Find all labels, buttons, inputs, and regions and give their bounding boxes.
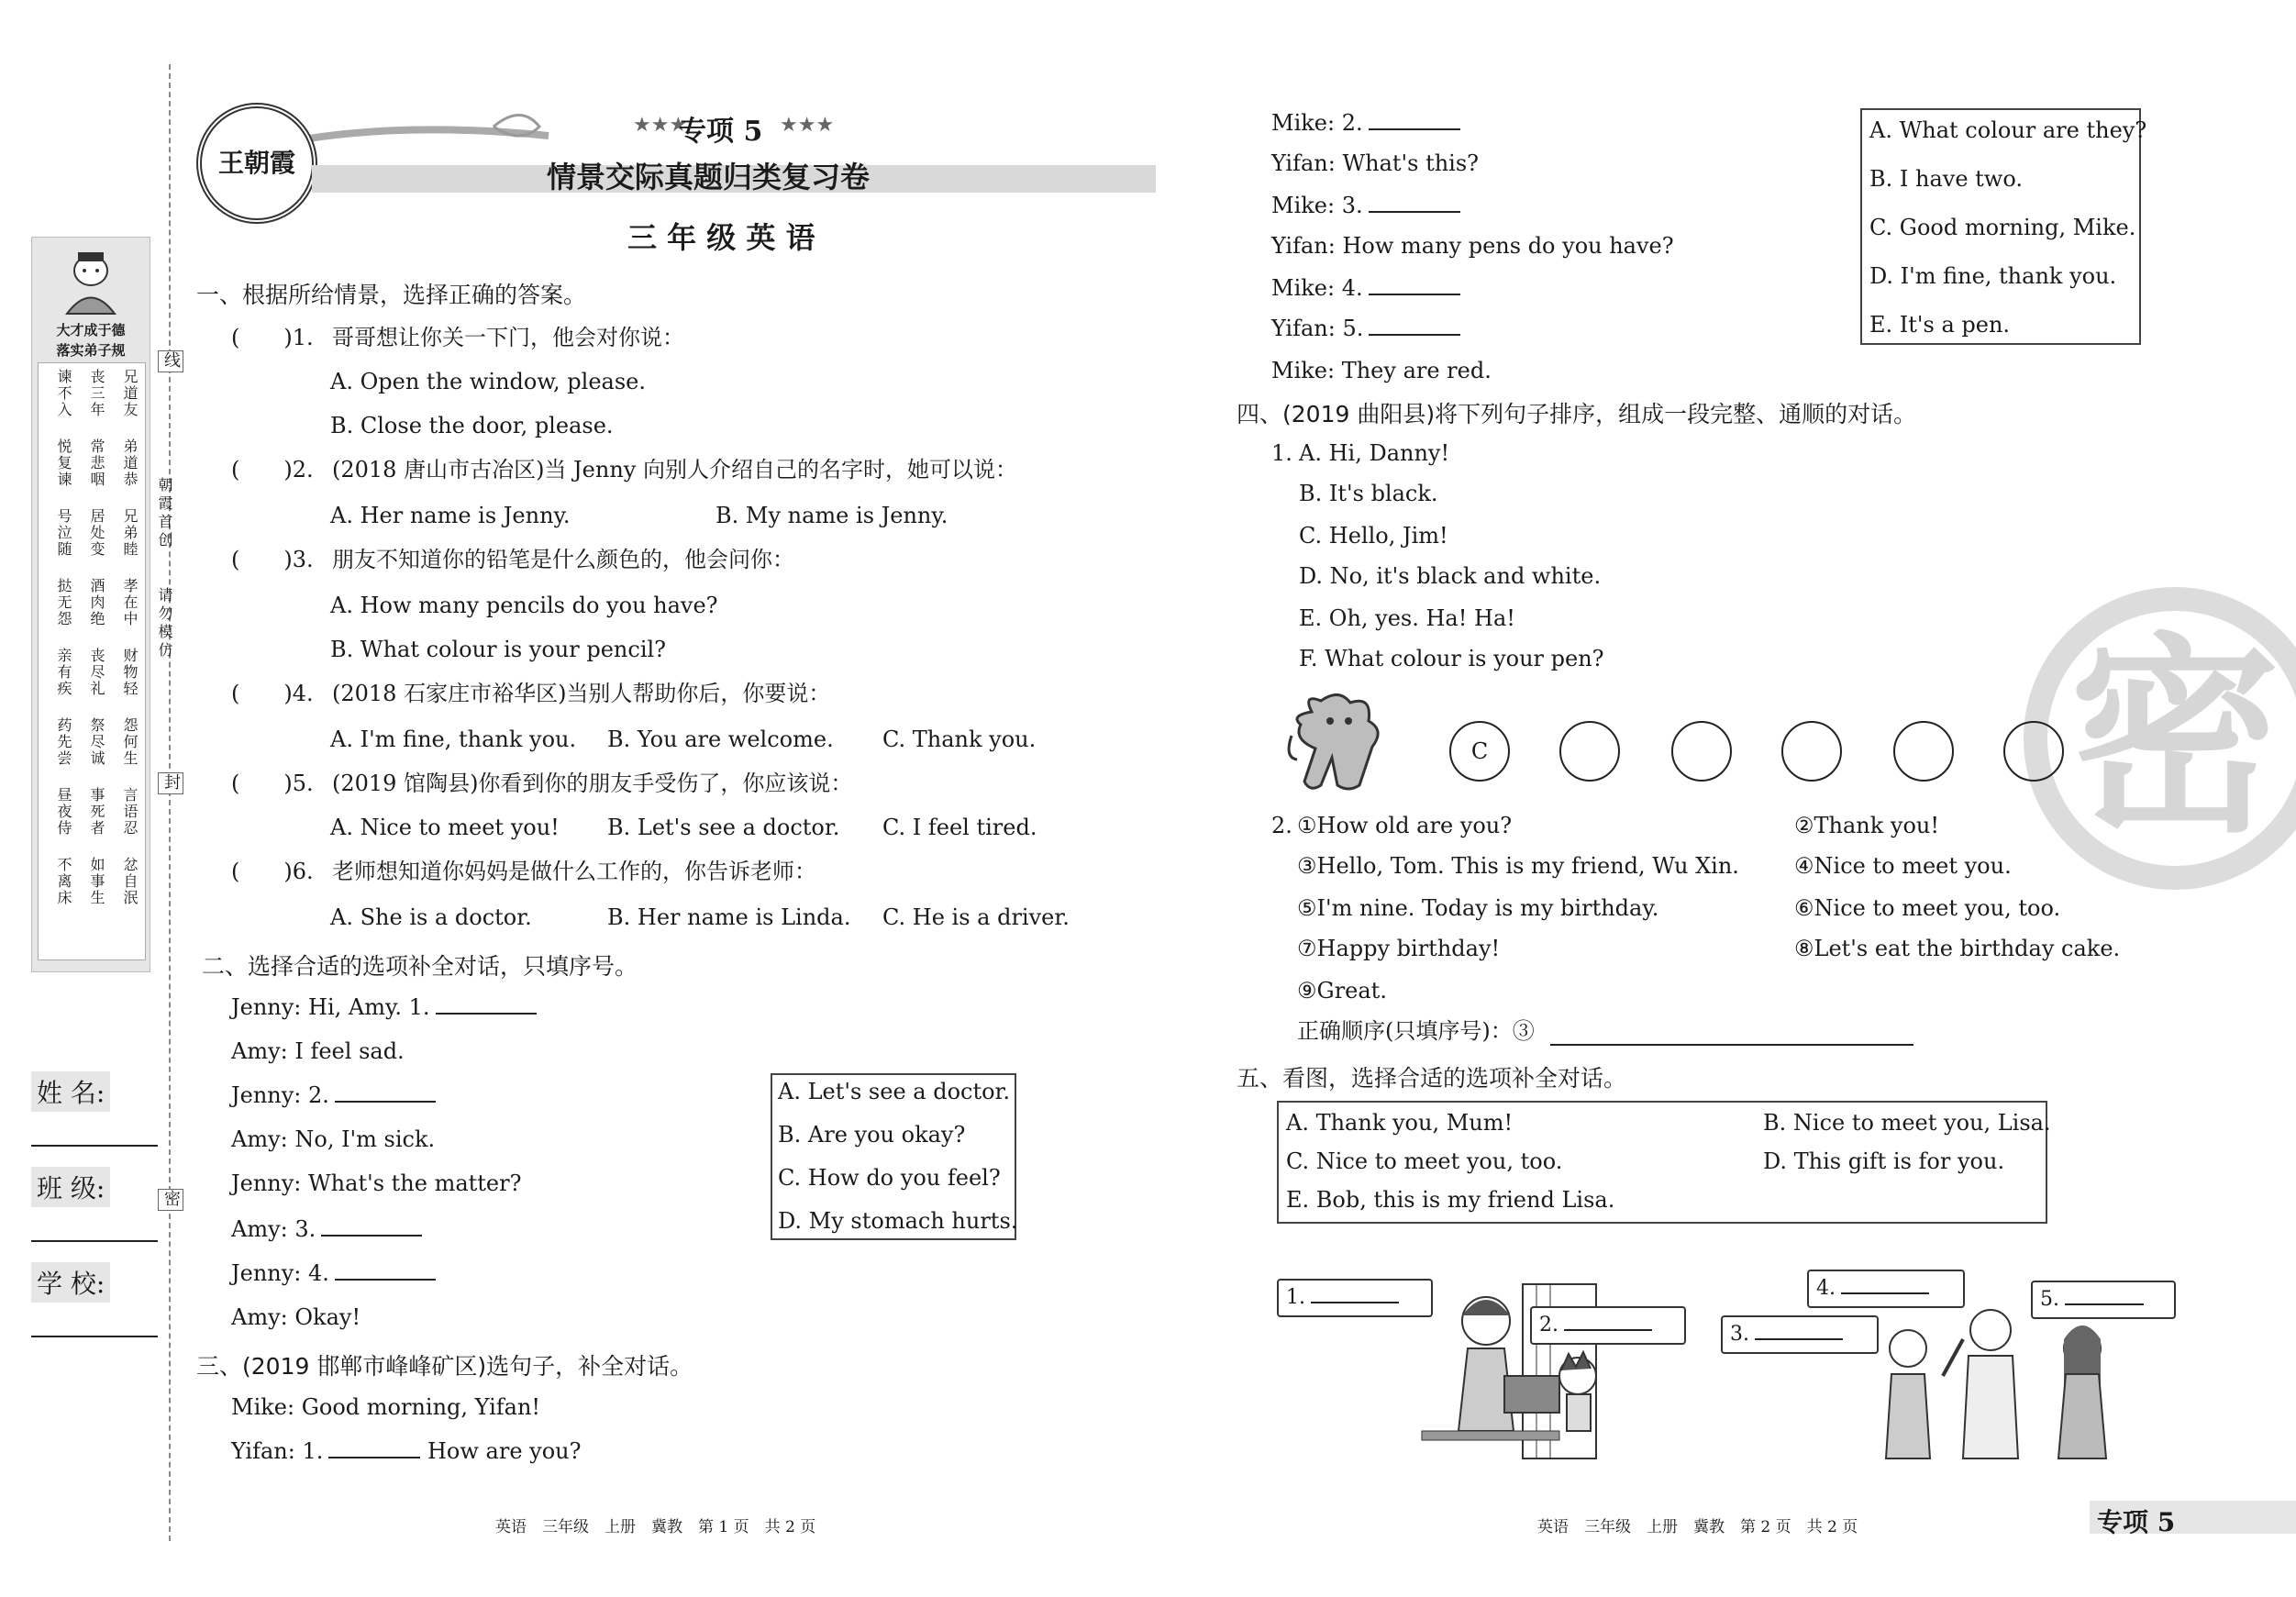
verse: 号泣随	[55, 508, 72, 558]
q1-option-a: A. Open the window, please.	[330, 369, 646, 394]
s2-options-box	[771, 1073, 1016, 1240]
s4-sentence: ⑥Nice to meet you, too.	[1794, 895, 2061, 921]
s4-sentence: ③Hello, Tom. This is my friend, Wu Xin.	[1297, 853, 1739, 879]
side-label-seal: 封	[158, 772, 183, 794]
answer-blank[interactable]	[328, 1438, 420, 1458]
s2-line-text: Jenny: 4.	[231, 1260, 329, 1286]
q1-num[interactable]: ( )1.	[231, 325, 314, 350]
s2-option: D. My stomach hurts.	[778, 1208, 1018, 1234]
footer-tag: 专项 5	[2097, 1507, 2176, 1537]
verse: 常悲咽	[88, 438, 105, 488]
s2-line: Amy: I feel sad.	[231, 1038, 405, 1064]
s4-sentence: F. What colour is your pen?	[1299, 646, 1604, 671]
verse: 居处变	[88, 508, 105, 558]
verse: 如事生	[88, 857, 105, 906]
q3-prompt: 朋友不知道你的铅笔是什么颜色的，他会问你：	[332, 547, 794, 572]
s5-option: B. Nice to meet you, Lisa.	[1763, 1110, 2051, 1136]
q2-prompt: (2018 唐山市古冶区)当 Jenny 向别人介绍自己的名字时，她可以说：	[332, 457, 1017, 482]
s3-line-text: Yifan: 5.	[1271, 316, 1364, 341]
speech-bubble-4	[1807, 1270, 1965, 1308]
q5-option-a: A. Nice to meet you!	[330, 815, 560, 840]
bubble-number: 1.	[1286, 1286, 1305, 1309]
s4-part1-num: 1.	[1271, 440, 1292, 466]
s4-part2-num: 2.	[1271, 813, 1292, 838]
sidebar-panel	[31, 237, 150, 972]
mascot-icon	[1284, 693, 1398, 796]
q5-prompt: (2019 馆陶县)你看到你的朋友手受伤了，你应该说：	[332, 771, 853, 796]
s4-sentence: ⑨Great.	[1297, 978, 1387, 1004]
s3-line-text: Mike: 2.	[1271, 110, 1363, 136]
footer-right: 英语 三年级 上册 冀教 第 2 页 共 2 页	[1537, 1518, 1858, 1536]
s5-options-box	[1277, 1101, 2051, 1224]
order-circle[interactable]: C	[1449, 721, 1510, 782]
q6-prompt: 老师想知道你妈妈是做什么工作的，你告诉老师：	[332, 859, 816, 884]
s5-option: A. Thank you, Mum!	[1286, 1110, 1514, 1136]
s5-option: D. This gift is for you.	[1763, 1148, 2005, 1174]
scene-friends-greeting-illustration	[1871, 1303, 2119, 1468]
q4-option-a: A. I'm fine, thank you.	[330, 726, 577, 752]
verse: 孝在中	[121, 578, 139, 627]
answer-blank[interactable]	[1564, 1311, 1652, 1331]
q6-option-a: A. She is a doctor.	[330, 904, 532, 930]
order-circle[interactable]	[2003, 721, 2064, 782]
bubble-number: 5.	[2040, 1288, 2059, 1311]
verse: 怨何生	[121, 717, 139, 767]
answer-blank[interactable]	[1369, 110, 1460, 130]
s3-line-text: Mike: 4.	[1271, 275, 1363, 301]
school-label: 学 校:	[31, 1262, 110, 1303]
answer-blank[interactable]	[1369, 275, 1460, 295]
q3-option-a: A. How many pencils do you have?	[330, 593, 718, 618]
order-circle[interactable]	[1893, 721, 1954, 782]
q4-option-c: C. Thank you.	[882, 726, 1037, 752]
verse: 挞无怨	[55, 578, 72, 627]
q6-option-c: C. He is a driver.	[882, 904, 1070, 930]
s2-line-text: Jenny: Hi, Amy. 1.	[231, 994, 430, 1020]
school-field[interactable]	[31, 1336, 158, 1337]
speech-bubble-5	[2031, 1281, 2176, 1319]
s3-option: D. I'm fine, thank you.	[1869, 263, 2117, 289]
bubble-number: 3.	[1730, 1323, 1749, 1346]
s3-line	[1271, 193, 1460, 219]
motto-second: 落实弟子规	[56, 342, 126, 359]
verses-box	[38, 362, 146, 960]
logo-text: 王朝霞	[217, 148, 295, 178]
s2-line	[231, 1260, 436, 1287]
class-label: 班 级:	[31, 1167, 110, 1207]
s4-sentence: A. Hi, Danny!	[1299, 440, 1450, 466]
verse: 悦复谏	[55, 438, 72, 488]
s3-options-box	[1860, 108, 2147, 345]
s2-line-text: Jenny: 2.	[231, 1082, 329, 1108]
q3-num[interactable]: ( )3.	[231, 547, 314, 572]
scholar-figure-icon	[54, 245, 128, 318]
s3-option: A. What colour are they?	[1869, 117, 2147, 143]
stars-right: ★★★	[780, 114, 835, 137]
verse: 谏不入	[55, 369, 72, 418]
side-label-secret: 密	[158, 1189, 183, 1211]
s5-option: E. Bob, this is my friend Lisa.	[1286, 1187, 1615, 1213]
verse: 丧三年	[88, 369, 105, 418]
answer-blank[interactable]	[1755, 1320, 1843, 1340]
motto-top: 大才成于德	[56, 322, 126, 338]
verse: 兄道友	[121, 369, 139, 418]
section5-heading: 五、看图，选择合适的选项补全对话。	[1237, 1065, 1627, 1092]
answer-blank[interactable]	[335, 1260, 436, 1281]
s3-line	[231, 1438, 582, 1465]
side-label-copy: 请勿模仿	[156, 587, 173, 660]
answer-blank[interactable]	[1369, 193, 1460, 213]
footer-left: 英语 三年级 上册 冀教 第 1 页 共 2 页	[495, 1518, 816, 1536]
verse: 事死者	[88, 787, 105, 837]
q4-num[interactable]: ( )4.	[231, 681, 314, 706]
order-label: 正确顺序(只填序号)：③	[1297, 1018, 1535, 1044]
order-answer-field[interactable]	[1550, 1044, 1913, 1046]
verse: 药先尝	[55, 717, 72, 767]
q4-option-b: B. You are welcome.	[607, 726, 834, 752]
section2-heading: 二、选择合适的选项补全对话，只填序号。	[202, 953, 638, 980]
q1-prompt: 哥哥想让你关一下门，他会对你说：	[332, 325, 684, 350]
answer-blank[interactable]	[2065, 1285, 2144, 1305]
answer-blank[interactable]	[335, 1082, 436, 1103]
verse: 亲有疾	[55, 648, 72, 697]
verse: 丧尽礼	[88, 648, 105, 697]
verse: 祭尽诚	[88, 717, 105, 767]
verse: 财物轻	[121, 648, 139, 697]
q3-option-b: B. What colour is your pencil?	[330, 637, 667, 662]
side-label-line: 线	[158, 350, 183, 372]
s3-line: Mike: Good morning, Yifan!	[231, 1394, 541, 1420]
speech-bubble-1	[1277, 1279, 1433, 1317]
s2-option: A. Let's see a doctor.	[778, 1079, 1011, 1104]
s2-line-text: Amy: 3.	[231, 1216, 316, 1242]
page-subtitle: 三 年 级 英 语	[627, 220, 815, 255]
answer-blank[interactable]	[1841, 1274, 1929, 1294]
s3-option: C. Good morning, Mike.	[1869, 215, 2136, 240]
verse: 忿自泯	[121, 857, 139, 906]
s3-line: Yifan: What's this?	[1271, 150, 1480, 176]
s2-line: Amy: Okay!	[231, 1304, 361, 1330]
s2-option: B. Are you okay?	[778, 1122, 966, 1148]
name-field[interactable]	[31, 1145, 158, 1147]
special-label: 专项 5	[679, 116, 763, 148]
s3-line-text: How are you?	[427, 1438, 582, 1464]
speech-bubble-3	[1721, 1315, 1879, 1354]
s4-sentence: ⑤I'm nine. Today is my birthday.	[1297, 895, 1659, 921]
section3-heading: 三、(2019 邯郸市峰峰矿区)选句子，补全对话。	[196, 1353, 693, 1380]
verse: 弟道恭	[121, 438, 139, 488]
q6-num[interactable]: ( )6.	[231, 859, 314, 884]
order-circle[interactable]	[1671, 721, 1732, 782]
bubble-number: 4.	[1816, 1277, 1836, 1300]
answer-blank[interactable]	[1311, 1283, 1399, 1303]
section4-heading: 四、(2019 曲阳县)将下列句子排序，组成一段完整、通顺的对话。	[1237, 401, 1917, 427]
bubble-number: 2.	[1539, 1314, 1558, 1336]
scene-mom-gift-illustration	[1413, 1275, 1651, 1468]
class-field[interactable]	[31, 1240, 158, 1242]
order-circle[interactable]	[1559, 721, 1620, 782]
verse: 酒肉绝	[88, 578, 105, 627]
order-circle[interactable]	[1781, 721, 1842, 782]
s3-line-text: Mike: 3.	[1271, 193, 1363, 218]
s3-line: Mike: They are red.	[1271, 358, 1492, 383]
s4-sentence: ⑧Let's eat the birthday cake.	[1794, 936, 2121, 961]
s4-sentence: ②Thank you!	[1794, 813, 1940, 838]
s4-sentence: ⑦Happy birthday!	[1297, 936, 1501, 961]
page-title: 情景交际真题归类复习卷	[547, 160, 871, 194]
s4-sentence: E. Oh, yes. Ha! Ha!	[1299, 605, 1515, 631]
verse: 昼夜侍	[55, 787, 72, 837]
verse: 不离床	[55, 857, 72, 906]
q2-option-b: B. My name is Jenny.	[715, 503, 948, 528]
s3-line	[1271, 275, 1460, 302]
s2-line	[231, 1216, 422, 1243]
s2-line	[231, 994, 537, 1021]
s3-line: Yifan: How many pens do you have?	[1271, 233, 1674, 259]
secret-watermark	[2024, 587, 2296, 890]
s4-sentence: ①How old are you?	[1297, 813, 1513, 838]
verse: 兄弟睦	[121, 508, 139, 558]
s2-line: Jenny: What's the matter?	[231, 1170, 522, 1196]
q1-option-b: B. Close the door, please.	[330, 413, 614, 438]
side-label-first: 朝霞首创	[156, 477, 173, 550]
s4-sentence: C. Hello, Jim!	[1299, 523, 1448, 549]
q6-option-b: B. Her name is Linda.	[607, 904, 851, 930]
q2-num[interactable]: ( )2.	[231, 457, 314, 482]
s4-sentence: ④Nice to meet you.	[1794, 853, 2012, 879]
s4-sentence: B. It's black.	[1299, 481, 1438, 506]
q2-option-a: A. Her name is Jenny.	[330, 503, 571, 528]
q5-option-c: C. I feel tired.	[882, 815, 1037, 840]
section1-heading: 一、根据所给情景，选择正确的答案。	[196, 282, 587, 308]
s3-line-text: Yifan: 1.	[231, 1438, 324, 1464]
answer-blank[interactable]	[321, 1216, 422, 1237]
verse: 言语忍	[121, 787, 139, 837]
q5-option-b: B. Let's see a doctor.	[607, 815, 840, 840]
answer-blank[interactable]	[1369, 316, 1460, 336]
watermark-text: 密	[2069, 616, 2280, 861]
s3-line	[1271, 316, 1460, 342]
s2-line	[231, 1082, 436, 1109]
s4-sentence: D. No, it's black and white.	[1299, 563, 1602, 589]
q5-num[interactable]: ( )5.	[231, 771, 314, 796]
q4-prompt: (2018 石家庄市裕华区)当别人帮助你后，你要说：	[332, 681, 831, 706]
stars-left: ★★★	[633, 114, 688, 137]
s3-option: B. I have two.	[1869, 166, 2024, 192]
logo	[196, 103, 317, 224]
s2-line: Amy: No, I'm sick.	[231, 1126, 436, 1152]
s3-option: E. It's a pen.	[1869, 312, 2011, 338]
speech-bubble-2	[1530, 1306, 1686, 1345]
cut-line	[169, 64, 171, 1541]
s2-option: C. How do you feel?	[778, 1165, 1001, 1191]
answer-blank[interactable]	[436, 994, 537, 1015]
s3-line	[1271, 110, 1460, 137]
name-label: 姓 名:	[31, 1071, 110, 1112]
s5-option: C. Nice to meet you, too.	[1286, 1148, 1563, 1174]
